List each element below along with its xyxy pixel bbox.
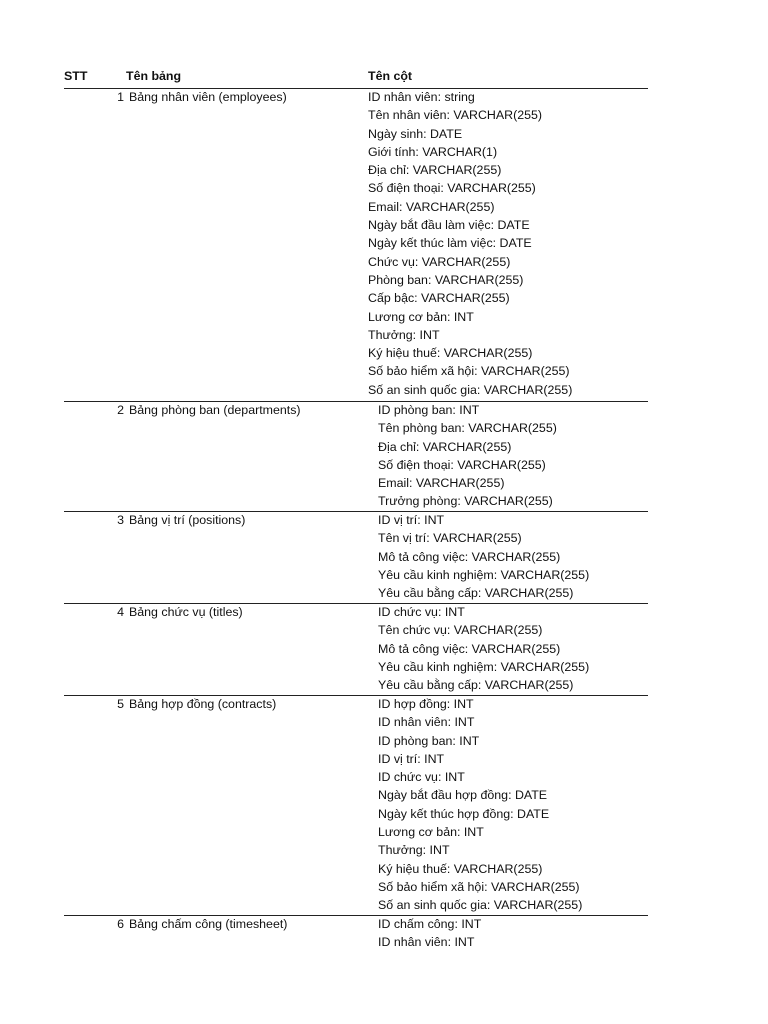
column-item: Lương cơ bản: INT [378, 825, 484, 840]
column-list [378, 915, 481, 952]
column-item: ID nhân viên: string [368, 90, 475, 104]
column-item: Số an sinh quốc gia: VARCHAR(255) [368, 382, 573, 397]
column-item: Tên chức vụ: VARCHAR(255) [378, 623, 543, 638]
column-item: Ngày bắt đầu hợp đồng: DATE [378, 788, 548, 803]
table-name: Bảng nhân viên (employees) [129, 90, 287, 104]
column-item: Chức vụ: VARCHAR(255) [368, 254, 511, 269]
table-name: Bảng chức vụ (titles) [129, 605, 243, 619]
column-item: Email: VARCHAR(255) [368, 199, 495, 214]
column-list [378, 603, 589, 694]
row-number: 3 [117, 513, 124, 527]
header-table-name: Tên bảng [126, 69, 182, 83]
table-header-row [64, 66, 648, 89]
row-number: 4 [117, 605, 124, 619]
column-item: Ngày bắt đầu làm việc: DATE [368, 218, 530, 233]
column-item: ID chấm công: INT [378, 917, 482, 931]
table-group-contracts [64, 695, 648, 916]
column-item: ID chức vụ: INT [378, 770, 465, 785]
table-group-departments [64, 401, 648, 512]
column-item: Yêu cầu kinh nghiệm: VARCHAR(255) [378, 659, 590, 674]
table-group-employees [64, 88, 648, 402]
header-columns: Tên cột [368, 69, 413, 83]
row-number: 5 [117, 697, 124, 711]
column-list [378, 695, 582, 915]
column-item: Lương cơ bản: INT [368, 309, 474, 324]
table-name: Bảng phòng ban (departments) [129, 403, 301, 417]
table-name: Bảng vị trí (positions) [129, 513, 246, 527]
column-item: Số điện thoại: VARCHAR(255) [378, 457, 546, 472]
column-item: Tên phòng ban: VARCHAR(255) [378, 421, 557, 436]
column-item: ID chức vụ: INT [378, 605, 465, 619]
column-item: Ký hiệu thuế: VARCHAR(255) [368, 346, 533, 361]
column-item: Cấp bậc: VARCHAR(255) [368, 291, 510, 306]
column-item: ID nhân viên: INT [378, 715, 475, 730]
table-group-titles [64, 603, 648, 696]
table-name: Bảng chấm công (timesheet) [129, 917, 288, 931]
column-item: ID hợp đồng: INT [378, 697, 474, 711]
column-item: Phòng ban: VARCHAR(255) [368, 272, 524, 287]
column-item: Yêu cầu bằng cấp: VARCHAR(255) [378, 586, 574, 601]
column-item: Email: VARCHAR(255) [378, 476, 505, 491]
row-number: 6 [117, 917, 124, 931]
column-item: Yêu cầu bằng cấp: VARCHAR(255) [378, 678, 574, 693]
column-item: ID nhân viên: INT [378, 935, 475, 950]
row-number: 1 [117, 90, 124, 104]
row-number: 2 [117, 403, 124, 417]
column-list [378, 511, 589, 602]
column-item: Thưởng: INT [378, 843, 450, 858]
column-item: Ngày kết thúc làm việc: DATE [368, 236, 532, 251]
table-name: Bảng hợp đồng (contracts) [129, 697, 277, 711]
column-item: Địa chỉ: VARCHAR(255) [368, 163, 502, 178]
column-item: Giới tính: VARCHAR(1) [368, 144, 498, 159]
column-item: Yêu cầu kinh nghiệm: VARCHAR(255) [378, 567, 590, 582]
column-item: ID vị trí: INT [378, 751, 445, 766]
column-item: Số điện thoại: VARCHAR(255) [368, 181, 536, 196]
column-item: Thưởng: INT [368, 327, 440, 342]
column-item: Tên vị trí: VARCHAR(255) [378, 531, 522, 546]
column-item: Trưởng phòng: VARCHAR(255) [378, 494, 553, 509]
column-item: Mô tả công việc: VARCHAR(255) [378, 641, 561, 656]
column-item: Số bảo hiểm xã hội: VARCHAR(255) [378, 879, 580, 894]
column-item: Ngày sinh: DATE [368, 126, 463, 141]
column-item: Ngày kết thúc hợp đồng: DATE [378, 806, 550, 821]
column-item: ID phòng ban: INT [378, 733, 480, 748]
header-stt: STT [64, 69, 88, 83]
column-list [368, 88, 572, 399]
table-group-positions [64, 511, 648, 604]
column-item: Địa chỉ: VARCHAR(255) [378, 439, 512, 454]
column-item: Số an sinh quốc gia: VARCHAR(255) [378, 898, 583, 913]
column-list [378, 401, 557, 511]
column-item: Ký hiệu thuế: VARCHAR(255) [378, 861, 543, 876]
column-item: Tên nhân viên: VARCHAR(255) [368, 108, 543, 123]
column-item: Mô tả công việc: VARCHAR(255) [378, 549, 561, 564]
column-item: ID phòng ban: INT [378, 403, 480, 417]
column-item: ID vị trí: INT [378, 513, 445, 527]
column-item: Số bảo hiểm xã hội: VARCHAR(255) [368, 364, 570, 379]
table-group-timesheet [64, 915, 648, 955]
